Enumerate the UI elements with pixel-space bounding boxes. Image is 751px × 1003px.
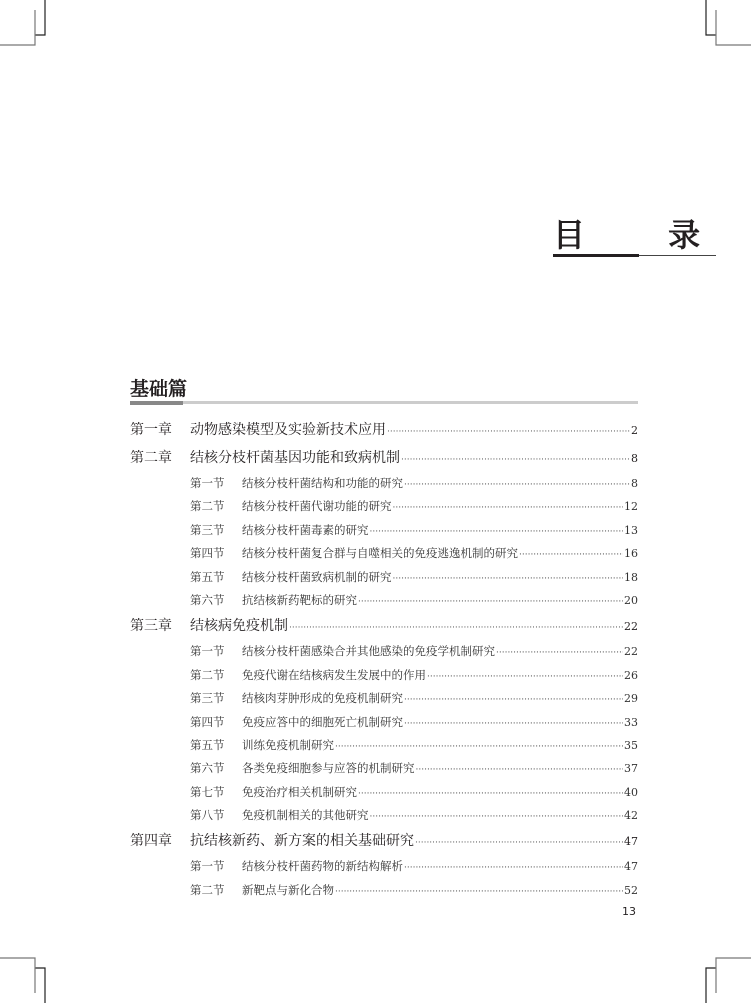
- toc-section-entry[interactable]: [130, 640, 638, 663]
- entry-label: 第六节: [190, 761, 225, 776]
- toc-section-entry[interactable]: [130, 879, 638, 902]
- entry-label: 第三章: [130, 618, 172, 635]
- part-heading: 基础篇: [130, 378, 188, 400]
- leader-dots: [370, 806, 624, 829]
- entry-page: 13: [624, 523, 638, 537]
- page-number: 13: [622, 905, 636, 918]
- leader-dots: [358, 783, 623, 806]
- toc-section-entry[interactable]: [130, 687, 638, 710]
- toc-section-entry[interactable]: [130, 566, 638, 589]
- toc-chapter-entry[interactable]: [130, 612, 638, 640]
- entry-label: 第二节: [190, 882, 225, 897]
- toc-section-entry[interactable]: [130, 495, 638, 518]
- toc-section-entry[interactable]: [130, 804, 638, 827]
- entry-title: 结核分枝杆菌毒素的研究: [242, 522, 369, 537]
- entry-title: 训练免疫机制研究: [242, 737, 334, 752]
- leader-dots: [401, 446, 630, 474]
- entry-title: 结核肉芽肿形成的免疫机制研究: [242, 691, 403, 706]
- table-of-contents: [130, 416, 638, 902]
- entry-label: 第六节: [190, 592, 225, 607]
- leader-dots: [519, 544, 623, 567]
- entry-title: 免疫治疗相关机制研究: [242, 784, 357, 799]
- leader-dots: [393, 568, 624, 591]
- leader-dots: [496, 642, 623, 665]
- entry-title: 结核分枝杆菌代谢功能的研究: [242, 499, 392, 514]
- leader-dots: [335, 881, 623, 904]
- entry-label: 第五节: [190, 569, 225, 584]
- entry-page: 35: [624, 738, 638, 752]
- toc-section-entry[interactable]: [130, 664, 638, 687]
- leader-dots: [370, 521, 624, 544]
- title-rule-accent: [553, 254, 639, 257]
- entry-title: 结核分枝杆菌复合群与自噬相关的免疫逃逸机制的研究: [242, 546, 518, 561]
- leader-dots: [404, 689, 623, 712]
- entry-title: 免疫代谢在结核病发生发展中的作用: [242, 667, 426, 682]
- toc-section-entry[interactable]: [130, 519, 638, 542]
- entry-label: 第五节: [190, 737, 225, 752]
- part-rule: [130, 401, 638, 404]
- entry-label: 第七节: [190, 784, 225, 799]
- entry-label: 第一节: [190, 644, 225, 659]
- entry-page: 42: [624, 809, 638, 823]
- toc-chapter-entry[interactable]: [130, 827, 638, 855]
- entry-label: 第三节: [190, 522, 225, 537]
- entry-label: 第四节: [190, 546, 225, 561]
- entry-page: 26: [624, 668, 638, 682]
- entry-title: 新靶点与新化合物: [242, 882, 334, 897]
- entry-title: 免疫机制相关的其他研究: [242, 808, 369, 823]
- leader-dots: [404, 713, 623, 736]
- entry-page: 12: [624, 500, 638, 514]
- leader-dots: [415, 829, 623, 857]
- leader-dots: [427, 666, 623, 689]
- entry-title: 抗结核新药靶标的研究: [242, 592, 357, 607]
- entry-title: 动物感染模型及实验新技术应用: [190, 422, 386, 438]
- entry-title: 抗结核新药、新方案的相关基础研究: [190, 833, 414, 850]
- entry-page: 20: [624, 593, 638, 607]
- entry-title: 各类免疫细胞参与应答的机制研究: [242, 761, 415, 776]
- entry-label: 第二节: [190, 499, 225, 514]
- entry-label: 第四章: [130, 833, 172, 850]
- leader-dots: [335, 736, 623, 759]
- entry-page: 47: [624, 835, 638, 849]
- entry-title: 结核分枝杆菌致病机制的研究: [242, 569, 392, 584]
- leader-dots: [404, 857, 623, 880]
- entry-page: 22: [624, 620, 638, 634]
- entry-page: 22: [624, 645, 638, 659]
- entry-page: 29: [624, 692, 638, 706]
- entry-page: 8: [631, 477, 638, 490]
- toc-chapter-entry[interactable]: [130, 416, 638, 444]
- entry-title: 结核分枝杆菌感染合并其他感染的免疫学机制研究: [242, 644, 495, 659]
- entry-page: 8: [631, 452, 638, 465]
- entry-label: 第一节: [190, 476, 225, 490]
- entry-page: 40: [624, 785, 638, 799]
- leader-dots: [358, 591, 623, 614]
- entry-label: 第二节: [190, 667, 225, 682]
- leader-dots: [387, 418, 630, 446]
- leader-dots: [416, 759, 624, 782]
- entry-page: 16: [624, 547, 638, 561]
- entry-title: 结核分枝杆菌结构和功能的研究: [242, 476, 403, 490]
- toc-section-entry[interactable]: [130, 589, 638, 612]
- toc-section-entry[interactable]: [130, 855, 638, 878]
- leader-dots: [404, 474, 630, 497]
- entry-label: 第一节: [190, 859, 225, 874]
- entry-page: 33: [624, 715, 638, 729]
- toc-section-entry[interactable]: [130, 542, 638, 565]
- entry-page: 18: [624, 570, 638, 584]
- entry-title: 免疫应答中的细胞死亡机制研究: [242, 714, 403, 729]
- entry-page: 37: [624, 762, 638, 776]
- toc-section-entry[interactable]: [130, 472, 638, 495]
- toc-section-entry[interactable]: [130, 757, 638, 780]
- entry-label: 第一章: [130, 422, 172, 438]
- entry-title: 结核分枝杆菌基因功能和致病机制: [190, 450, 400, 466]
- leader-dots: [289, 614, 623, 642]
- entry-title: 结核病免疫机制: [190, 618, 288, 635]
- entry-title: 结核分枝杆菌药物的新结构解析: [242, 859, 403, 874]
- toc-section-entry[interactable]: [130, 734, 638, 757]
- entry-label: 第四节: [190, 714, 225, 729]
- toc-section-entry[interactable]: [130, 711, 638, 734]
- entry-label: 第八节: [190, 808, 225, 823]
- page-title: 目 录: [553, 216, 737, 254]
- leader-dots: [393, 497, 624, 520]
- entry-label: 第三节: [190, 691, 225, 706]
- entry-page: 47: [624, 860, 638, 874]
- entry-label: 第二章: [130, 450, 172, 466]
- entry-page: 2: [631, 424, 638, 437]
- part-rule-accent: [130, 401, 183, 405]
- toc-section-entry[interactable]: [130, 781, 638, 804]
- toc-chapter-entry[interactable]: [130, 444, 638, 472]
- entry-page: 52: [624, 883, 638, 897]
